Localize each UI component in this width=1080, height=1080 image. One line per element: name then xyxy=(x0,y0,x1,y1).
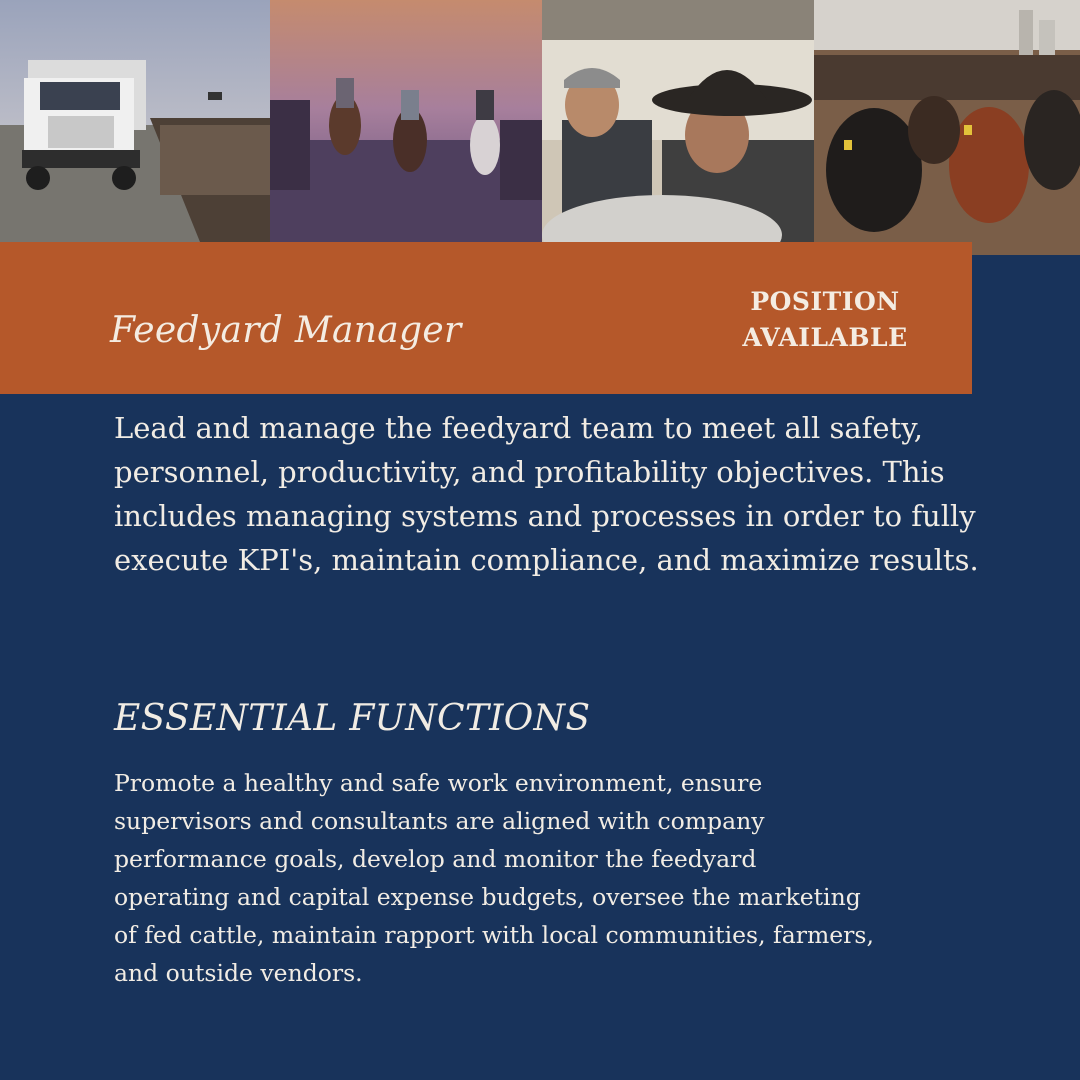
cowboys-on-horseback-photo xyxy=(270,0,542,242)
photo-strip xyxy=(0,0,1080,255)
cattle-pen-photo xyxy=(814,0,1080,255)
essential-functions-body: Promote a healthy and safe work environment, ensure supervisors and consultants are aligned with company performance goals, develop and monitor the feedyard operating and capital expense budgets, oversee the marketing of fed cattle, maintain rapport with local communities, farmers, and outside vendors. xyxy=(114,769,874,987)
essential-functions-heading: ESSENTIAL FUNCTIONS xyxy=(114,698,591,739)
feed-truck-photo xyxy=(0,0,270,242)
badge-line-2: AVAILABLE xyxy=(742,323,908,352)
cowboys-talking-photo xyxy=(542,0,814,242)
badge-line-1: POSITION xyxy=(750,287,900,316)
position-available-badge xyxy=(720,284,930,356)
job-summary: Lead and manage the feedyard team to meet all safety, personnel, productivity, and profitability objectives. This includes managing systems and processes in order to fully execute KPI's, maintain compliance, and maximize results. xyxy=(114,411,979,577)
job-title: Feedyard Manager xyxy=(110,310,462,351)
